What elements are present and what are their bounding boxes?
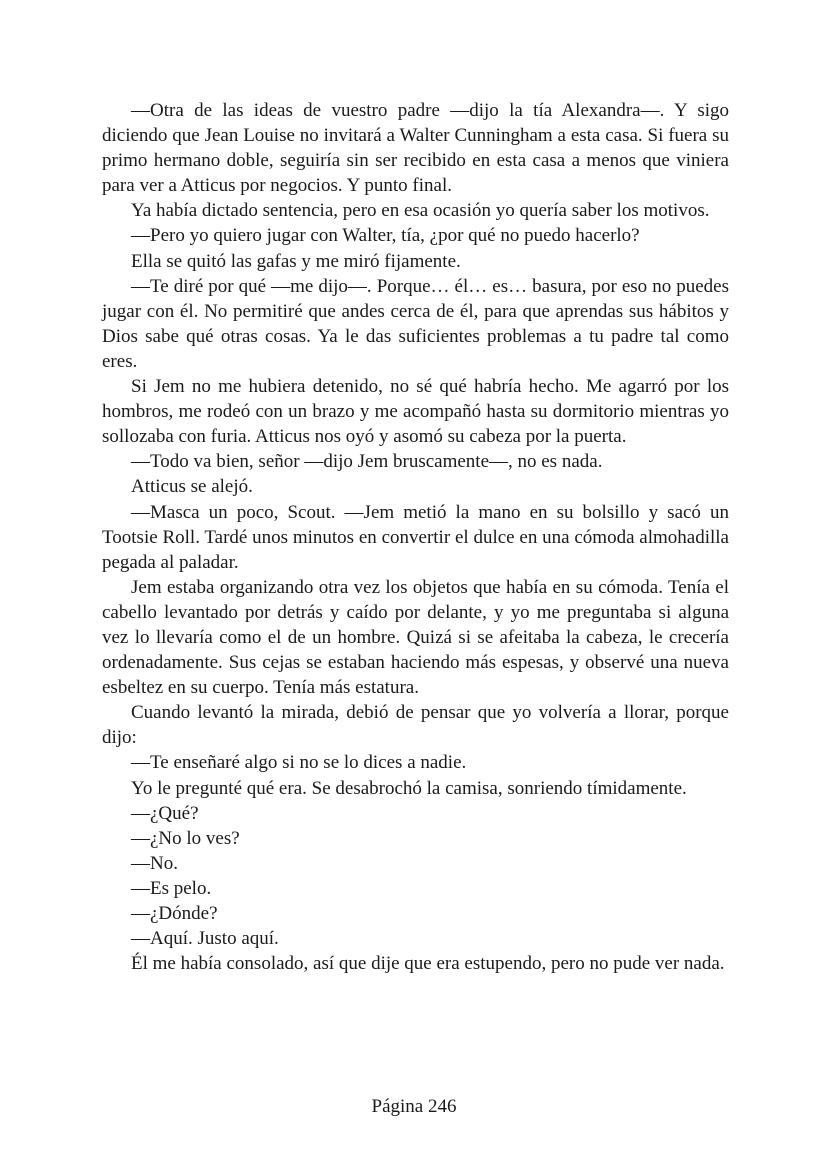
page-number: Página 246: [371, 1096, 457, 1117]
paragraph: Jem estaba organizando otra vez los objetos que había en su cómoda. Tenía el cabello levantado por detrás y caído por delante, y yo me preguntaba si alguna vez lo llevaría como el de un hombre. Quizá si se afeitaba la cabeza, le crecería ordenadamente. Sus cejas se estaban haciendo más espesas, y observé una nueva esbeltez en su cuerpo. Tenía más estatura.: [102, 576, 729, 699]
paragraph: Ella se quitó las gafas y me miró fijamente.: [131, 250, 461, 272]
paragraph: —Te enseñaré algo si no se lo dices a nadie.: [131, 752, 467, 774]
paragraph: —¿Qué?: [131, 802, 199, 824]
paragraph: —Pero yo quiero jugar con Walter, tía, ¿por qué no puedo hacerlo?: [131, 225, 640, 247]
paragraph: —¿No lo ves?: [131, 827, 240, 849]
paragraph: —Te diré por qué —me dijo—. Porque… él… es… basura, por eso no puedes jugar con él. No permitiré que andes cerca de él, para que aprendas sus hábitos y Dios sabe qué otras cosas. Ya le das suficientes problemas a tu padre tal como eres.: [102, 275, 729, 372]
paragraph: —¿Dónde?: [131, 903, 218, 924]
paragraph: Si Jem no me hubiera detenido, no sé qué habría hecho. Me agarró por los hombros, me rodeó con un brazo y me acompañó hasta su dormitorio mientras yo sollozaba con furia. Atticus nos oyó y asomó su cabeza por la puerta.: [102, 376, 729, 448]
paragraph: Ya había dictado sentencia, pero en esa ocasión yo quería saber los motivos.: [131, 200, 710, 222]
page-body: [102, 98, 729, 976]
paragraph: —Es pelo.: [131, 877, 212, 899]
paragraph: Él me había consolado, así que dije que era estupendo, pero no pude ver nada.: [131, 953, 725, 975]
paragraph: —Otra de las ideas de vuestro padre —dijo la tía Alexandra—. Y sigo diciendo que Jean Louise no invitará a Walter Cunningham a esta casa. Si fuera su primo hermano doble, seguiría sin ser recibido en esta casa a menos que viniera para ver a Atticus por negocios. Y punto final.: [102, 100, 729, 197]
paragraph: —Todo va bien, señor —dijo Jem bruscamente—, no es nada.: [131, 451, 603, 473]
paragraph: Cuando levantó la mirada, debió de pensar que yo volvería a llorar, porque dijo:: [102, 702, 729, 749]
paragraph: Yo le pregunté qué era. Se desabrochó la camisa, sonriendo tímidamente.: [131, 777, 687, 799]
paragraph: —Aquí. Justo aquí.: [131, 928, 279, 950]
paragraph: Atticus se alejó.: [131, 476, 253, 498]
paragraph: —Masca un poco, Scout. —Jem metió la mano en su bolsillo y sacó un Tootsie Roll. Tardé unos minutos en convertir el dulce en una cómoda almohadilla pegada al paladar.: [102, 501, 729, 573]
paragraph: —No.: [131, 852, 178, 874]
